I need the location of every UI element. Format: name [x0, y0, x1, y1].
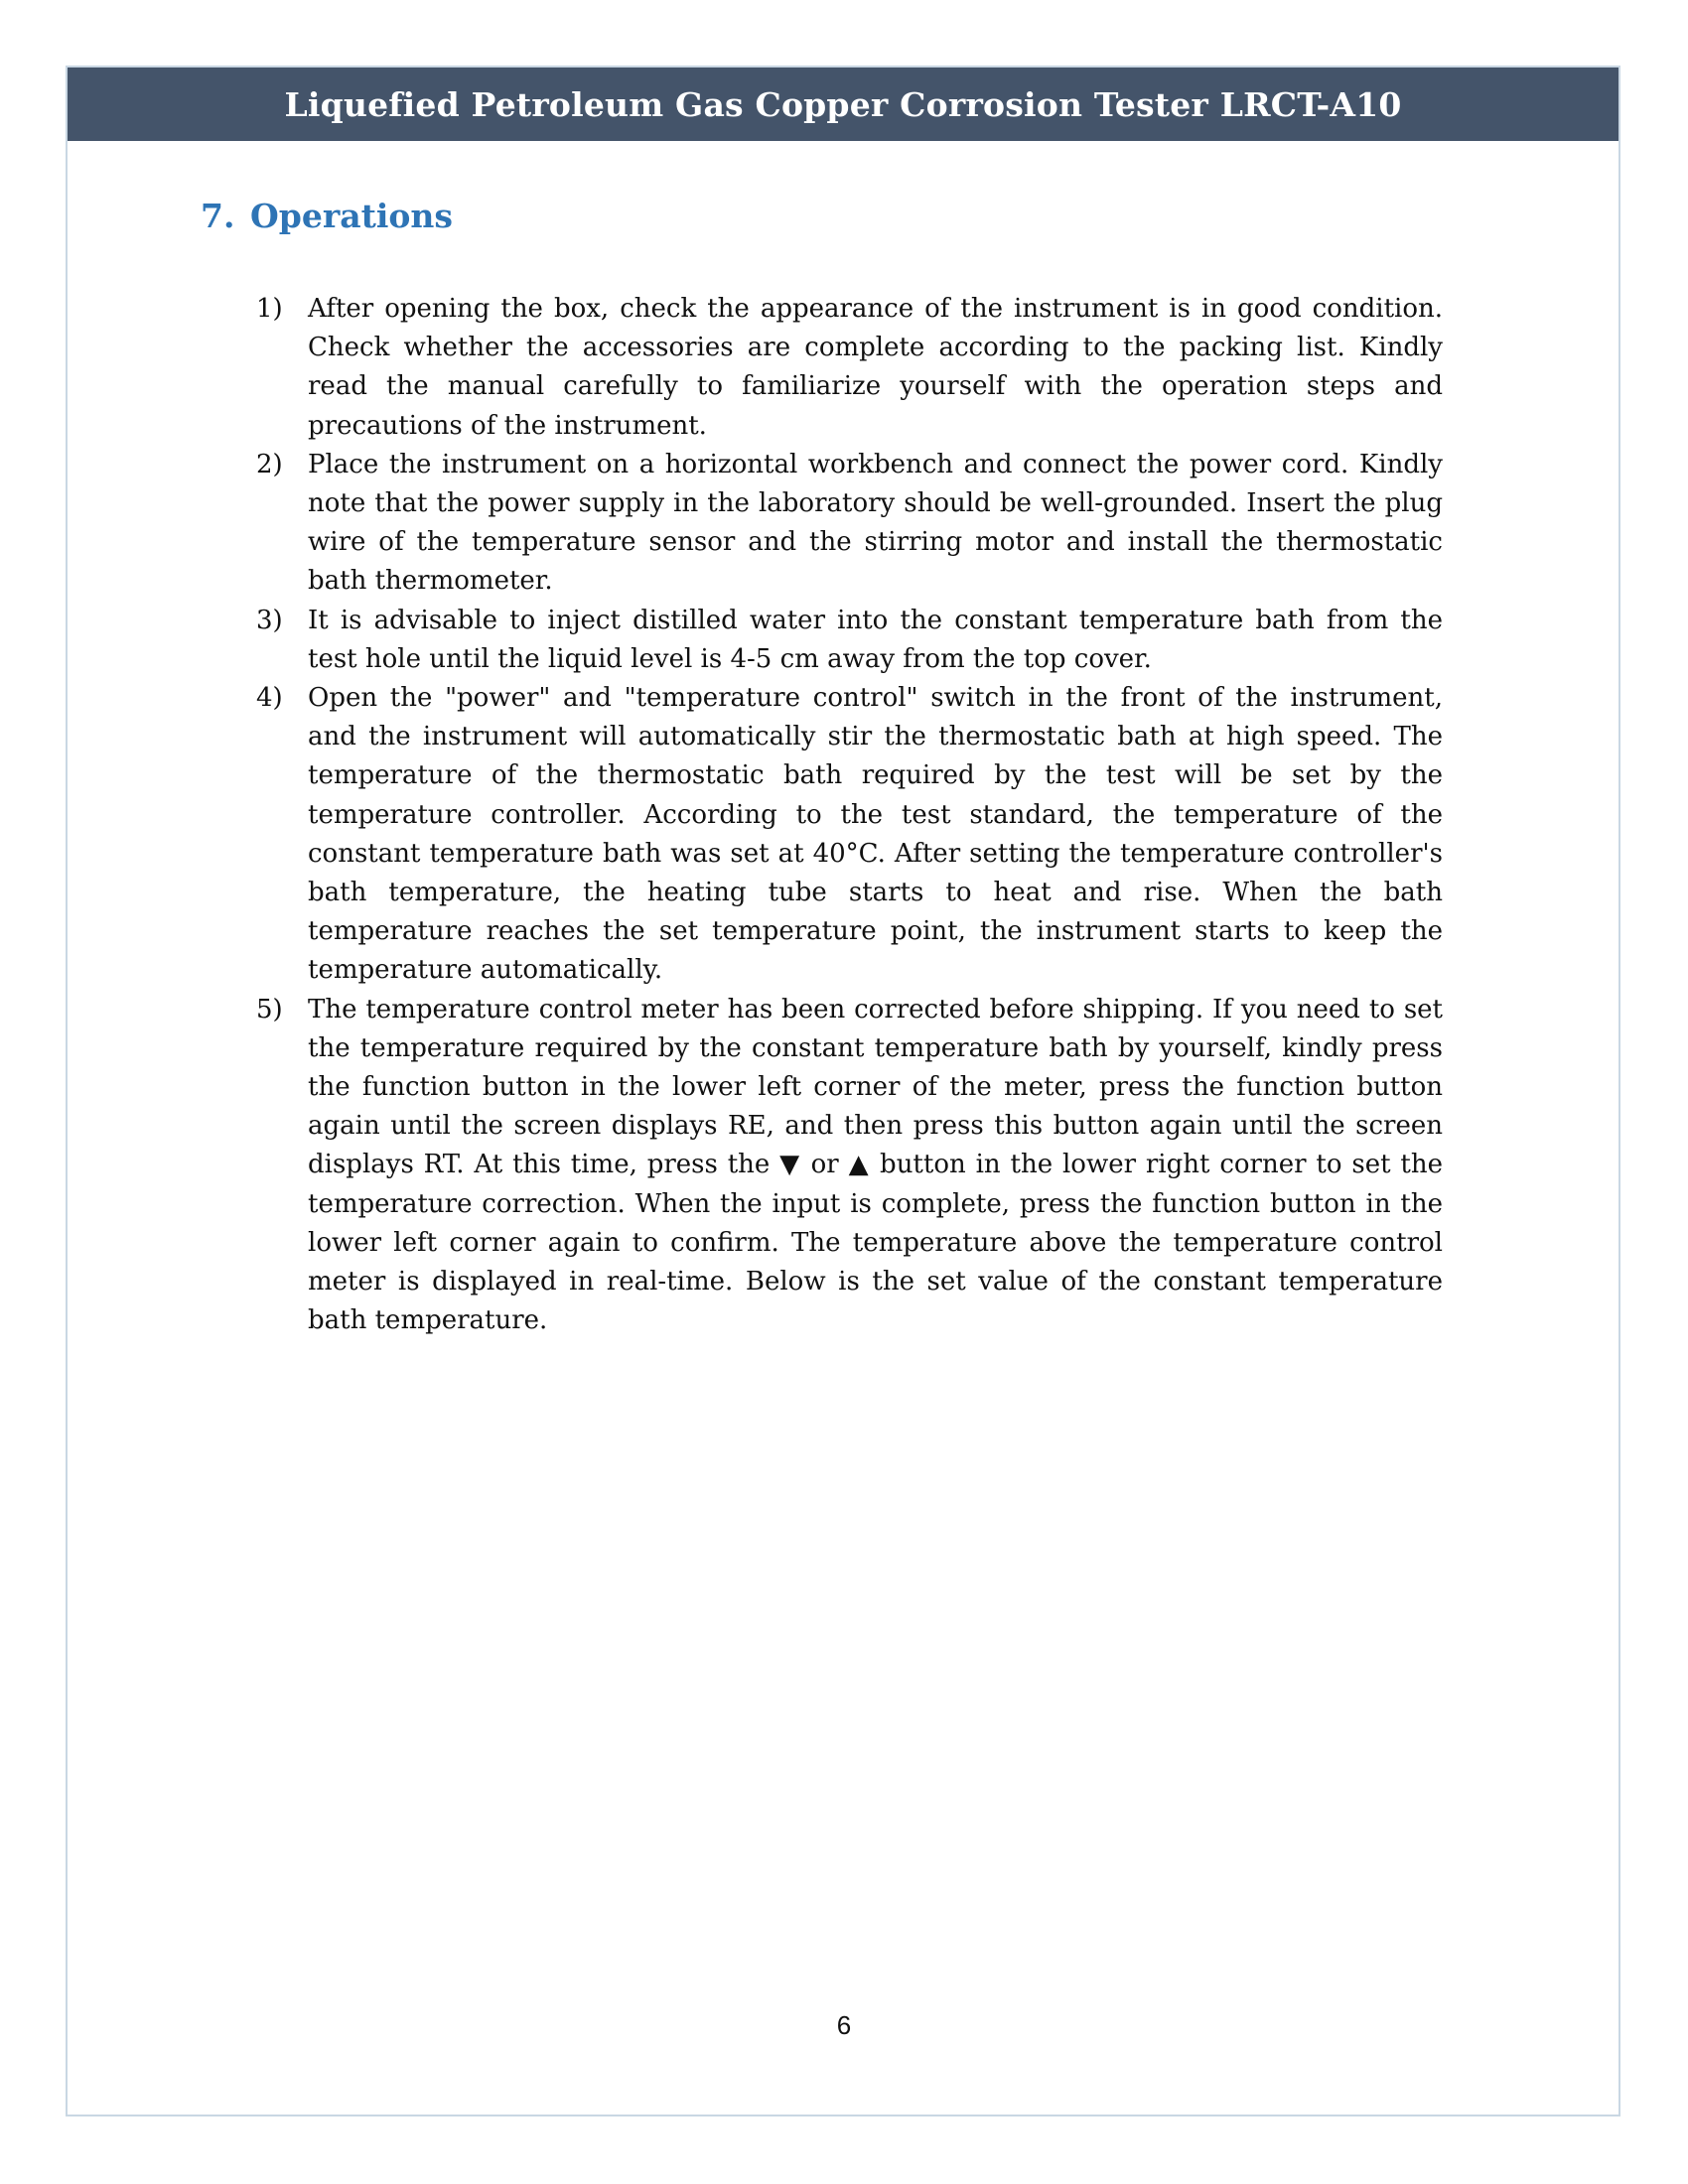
list-item	[256, 602, 1443, 679]
list-item-text: Place the instrument on a horizontal workbench and connect the power cord. Kindly note that the power supply in the laboratory should be well-grounded. Insert the plug wire of the temperature sensor and the stirring motor and install the thermostatic bath thermometer.	[308, 449, 1443, 597]
page-number: 6	[836, 2010, 852, 2040]
section-heading	[201, 197, 453, 235]
list-item-text: Open the "power" and "temperature control" switch in the front of the instrument, and the instrument will automatically stir the thermostatic bath at high speed. The temperature of the thermostatic bath required by the test will be set by the temperature controller. According to the test standard, the temperature of the constant temperature bath was set at 40°C. After setting the temperature controller's bath temperature, the heating tube starts to heat and rise. When the bath temperature reaches the set temperature point, the instrument starts to keep the temperature automatically.	[308, 683, 1443, 986]
list-item-text: It is advisable to inject distilled water into the constant temperature bath from the test hole until the liquid level is 4-5 cm away from the top cover.	[308, 605, 1443, 674]
section-number: 7.	[201, 197, 235, 235]
list-item-text: The temperature control meter has been corrected before shipping. If you need to set the temperature required by the constant temperature bath by yourself, kindly press the function button in the lower left corner of the meter, press the function button again until the screen displays RE, and then press this button again until the screen displays RT. At this time, press the ▼ or ▲ button in the lower right corner to set the temperature correction. When the input is complete, press the function button in the lower left corner again to confirm. The temperature above the temperature control meter is displayed in real-time. Below is the set value of the constant temperature bath temperature.	[308, 994, 1443, 1336]
list-item-text: After opening the box, check the appearance of the instrument is in good condition. Check whether the accessories are complete according to the packing list. Kindly read the manual carefully to familiarize yourself with the operation steps and precautions of the instrument.	[308, 294, 1443, 441]
list-item	[256, 991, 1443, 1341]
list-item-number: 2)	[256, 449, 283, 479]
list-item	[256, 446, 1443, 602]
operations-list	[256, 290, 1443, 1340]
section-title: Operations	[250, 197, 453, 235]
list-item-number: 1)	[256, 294, 283, 324]
document-title: Liquefied Petroleum Gas Copper Corrosion Tester LRCT-A10	[284, 84, 1402, 124]
list-item-number: 3)	[256, 605, 283, 635]
list-item	[256, 290, 1443, 446]
list-item	[256, 679, 1443, 991]
list-item-number: 4)	[256, 683, 283, 714]
document-header	[68, 68, 1618, 141]
list-item-number: 5)	[256, 994, 283, 1024]
